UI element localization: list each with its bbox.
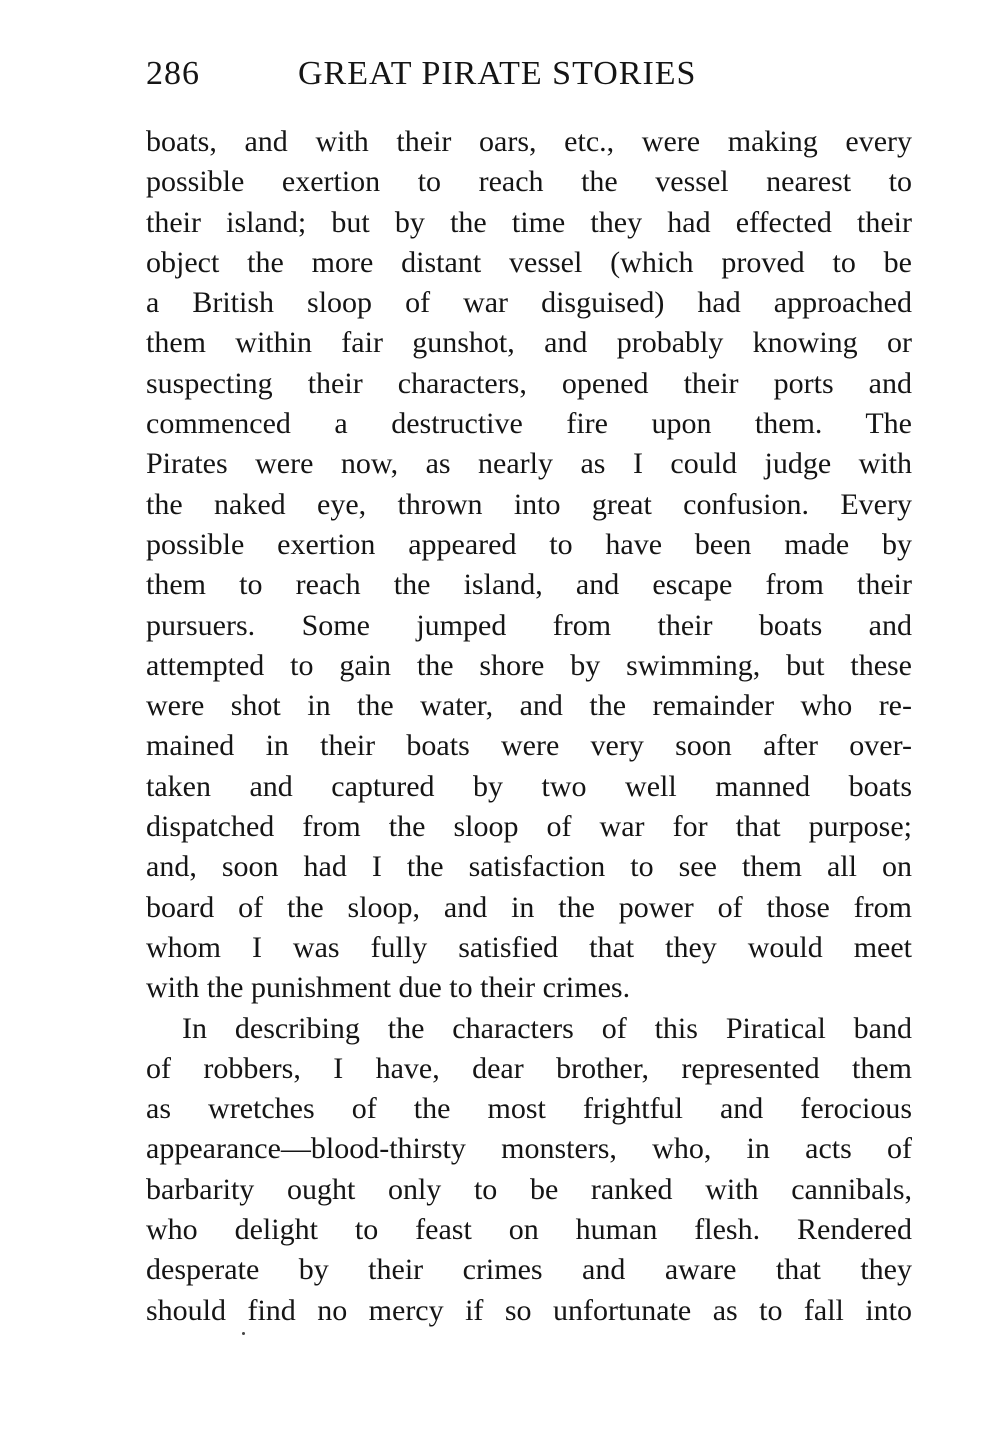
text-line: the naked eye, thrown into great confusion. Every (146, 487, 912, 521)
text-line: appearance—blood-thirsty monsters, who, in acts of (146, 1132, 912, 1166)
text-line: boats, and with their oars, etc., were making every (146, 125, 912, 158)
paragraph-start-line: In describing the characters of this Piratical band (182, 1011, 912, 1045)
text-line: object the more distant vessel (which proved to be (146, 245, 912, 279)
text-line: Pirates were now, as nearly as I could judge with (146, 447, 912, 481)
text-line: board of the sloop, and in the power of those from (146, 890, 912, 924)
text-line: barbarity ought only to be ranked with cannibals, (146, 1172, 912, 1206)
text-line: possible exertion to reach the vessel nearest to (146, 165, 912, 199)
text-line: mained in their boats were very soon after over- (146, 729, 912, 763)
book-page (146, 50, 912, 1331)
book-title: GREAT PIRATE STORIES (298, 55, 697, 92)
text-line: and, soon had I the satisfaction to see them all on (146, 850, 912, 884)
body-text (146, 122, 912, 1331)
text-line: dispatched from the sloop of war for that purpose; (146, 810, 912, 844)
text-line: attempted to gain the shore by swimming, but these (146, 648, 912, 682)
print-speck (242, 1332, 245, 1335)
text-line: their island; but by the time they had effected their (146, 205, 912, 239)
text-line: pursuers. Some jumped from their boats and (146, 608, 912, 642)
text-line: them within fair gunshot, and probably knowing or (146, 326, 912, 360)
text-line: taken and captured by two well manned boats (146, 769, 912, 803)
text-line: commenced a destructive fire upon them. The (146, 407, 912, 441)
page-number: 286 (146, 55, 200, 92)
text-line: a British sloop of war disguised) had approached (146, 286, 912, 320)
text-line: possible exertion appeared to have been made by (146, 527, 912, 561)
text-line: were shot in the water, and the remainder who re- (146, 689, 912, 723)
text-line: desperate by their crimes and aware that they (146, 1253, 912, 1287)
text-line: who delight to feast on human flesh. Rendered (146, 1213, 912, 1247)
text-line: whom I was fully satisfied that they would meet (146, 930, 912, 964)
text-line: as wretches of the most frightful and ferocious (146, 1092, 912, 1126)
paragraph-end-line: with the punishment due to their crimes. (146, 971, 631, 1005)
text-line: should find no mercy if so unfortunate as to fall into (146, 1293, 912, 1327)
text-line: of robbers, I have, dear brother, represented them (146, 1051, 912, 1085)
text-line: them to reach the island, and escape from their (146, 568, 912, 602)
running-head (146, 50, 912, 98)
text-line: suspecting their characters, opened their ports and (146, 366, 912, 400)
